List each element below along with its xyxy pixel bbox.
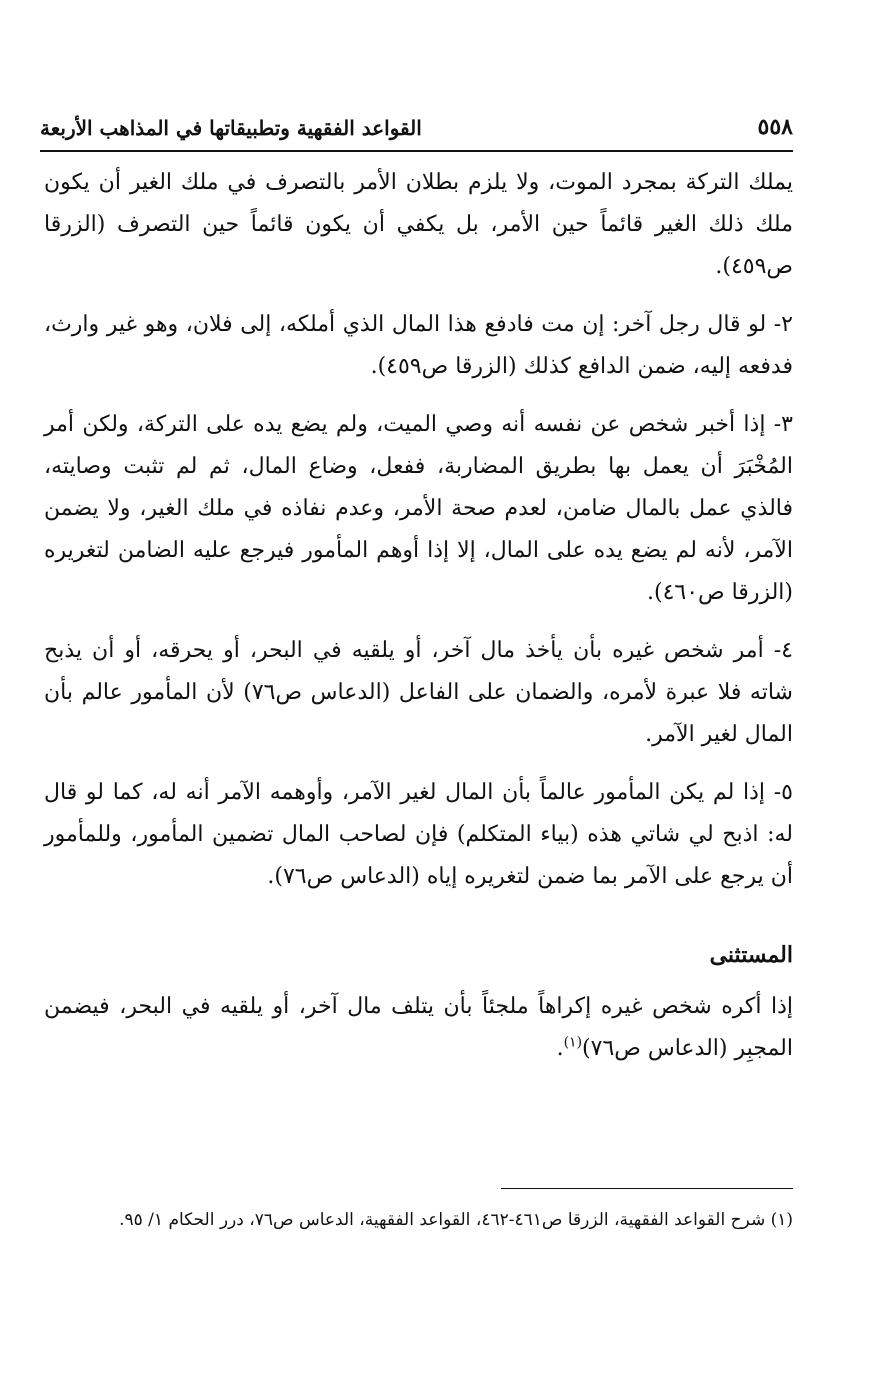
paragraph-4: ٤- أمر شخص غيره بأن يأخذ مال آخر، أو يلقيه في البحر، أو يحرقه، أو أن يذبح شاته فلا عبرة لأمره، والضمان على الفاعل (الدعاس ص٧٦) لأن المأمور عالم بأن المال لغير الآمر.: [44, 638, 793, 747]
section-paragraph: [44, 986, 793, 1070]
running-title: القواعد الفقهية وتطبيقاتها في المذاهب الأربعة: [40, 116, 422, 140]
main-text: [44, 162, 793, 1086]
section-text-end: .: [556, 1036, 564, 1061]
paragraph-3: ٣- إذا أخبر شخص عن نفسه أنه وصي الميت، ولم يضع يده على التركة، ولكن أمر المُخْبَرَ أن يعمل بها بطريق المضاربة، ففعل، وضاع المال، ثم لم تثبت وصايته، فالذي عمل بالمال ضامن، لعدم صحة الأمر، وعدم نفاذه في ملك الغير، ولا يضمن الآمر، لأنه لم يضع يده على المال، إلا إذا أوهم المأمور فيرجع عليه الضامن لتغريره (الزرقا ص٤٦٠).: [44, 412, 793, 605]
header-rule: [40, 150, 793, 152]
section-text: إذا أكره شخص غيره إكراهاً ملجئاً بأن يتلف مال آخر، أو يلقيه في البحر، فيضمن المجبِر (الدعاس ص٧٦): [44, 994, 793, 1061]
page-header: [40, 112, 793, 148]
paragraph-1: يملك التركة بمجرد الموت، ولا يلزم بطلان الأمر بالتصرف في ملك الغير أن يكون ملك ذلك الغير قائماً حين الأمر، بل يكفي أن يكون قائماً حين التصرف (الزرقا ص٤٥٩).: [44, 170, 793, 279]
footnote: (١) شرح القواعد الفقهية، الزرقا ص٤٦١-٤٦٢، القواعد الفقهية، الدعاس ص٧٦، درر الحكام ١/ ٩٥.: [119, 1210, 793, 1230]
page-number: ٥٥٨: [757, 114, 793, 140]
footnote-reference[interactable]: (١): [563, 1034, 583, 1051]
footnote-separator: [501, 1188, 793, 1189]
paragraph-2: ٢- لو قال رجل آخر: إن مت فادفع هذا المال الذي أملكه، إلى فلان، وهو غير وارث، فدفعه إليه، ضمن الدافع كذلك (الزرقا ص٤٥٩).: [44, 312, 793, 379]
paragraph-5: ٥- إذا لم يكن المأمور عالماً بأن المال لغير الآمر، وأوهمه الآمر أنه له، كما لو قال له: اذبح لي شاتي هذه (بياء المتكلم) فإن لصاحب المال تضمين المأمور، وللمأمور أن يرجع على الآمر بما ضمن لتغريره إياه (الدعاس ص٧٦).: [44, 780, 793, 889]
section-heading: المستثنى: [709, 942, 793, 968]
